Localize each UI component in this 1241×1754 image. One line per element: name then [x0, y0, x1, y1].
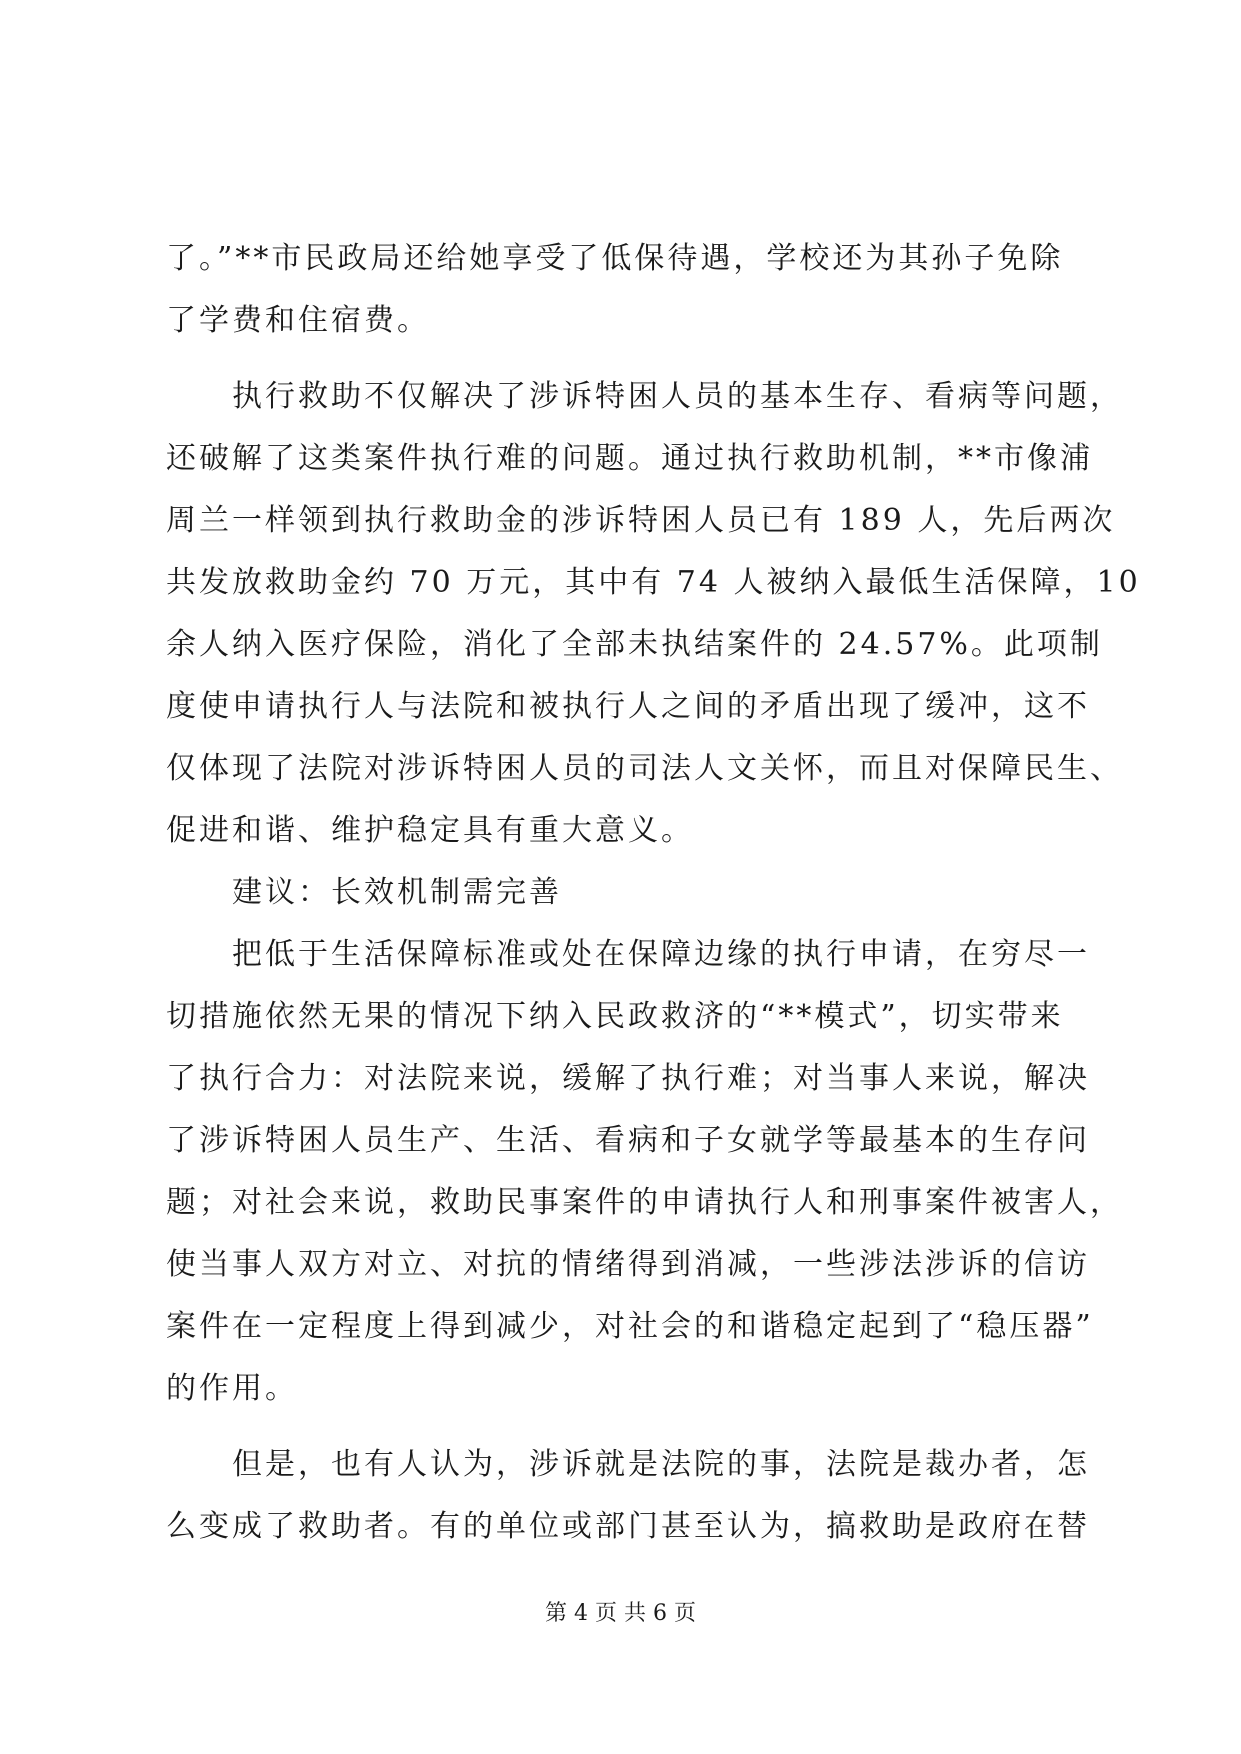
- text-line: 共发放救助金约 70 万元，其中有 74 人被纳入最低生活保障，10: [166, 565, 1141, 600]
- paragraph: [166, 924, 1123, 1420]
- text-line: 余人纳入医疗保险，消化了全部未执结案件的 24.57%。此项制: [166, 627, 1103, 662]
- text-line: 了学费和住宿费。: [166, 303, 430, 338]
- text-line: 促进和谐、维护稳定具有重大意义。: [166, 813, 694, 848]
- text-line: 切措施依然无果的情况下纳入民政救济的“**模式”，切实带来: [166, 999, 1064, 1034]
- text-line: 还破解了这类案件执行难的问题。通过执行救助机制，**市像浦: [166, 441, 1093, 476]
- document-body: [166, 228, 1141, 1558]
- section-heading: [166, 862, 1086, 924]
- text-line: 的作用。: [166, 1371, 298, 1406]
- paragraph: [166, 366, 1141, 862]
- text-line: 度使申请执行人与法院和被执行人之间的矛盾出现了缓冲，这不: [166, 689, 1090, 724]
- page-number-footer: 第 4 页 共 6 页: [545, 1601, 696, 1626]
- text-line: 执行救助不仅解决了涉诉特困人员的基本生存、看病等问题，: [232, 379, 1123, 414]
- text-line: 周兰一样领到执行救助金的涉诉特困人员已有 189 人，先后两次: [166, 503, 1116, 538]
- heading-line: 建议：长效机制需完善: [232, 875, 562, 910]
- text-line: 了。”**市民政局还给她享受了低保待遇，学校还为其孙子免除: [166, 241, 1064, 276]
- paragraph: [166, 1434, 1090, 1558]
- text-line: 仅体现了法院对涉诉特困人员的司法人文关怀，而且对保障民生、: [166, 751, 1123, 786]
- text-line: 但是，也有人认为，涉诉就是法院的事，法院是裁办者，怎: [232, 1447, 1090, 1482]
- text-line: 了涉诉特困人员生产、生活、看病和子女就学等最基本的生存问: [166, 1123, 1090, 1158]
- text-line: 把低于生活保障标准或处在保障边缘的执行申请，在穷尽一: [232, 937, 1090, 972]
- paragraph: [166, 228, 1086, 352]
- text-line: 案件在一定程度上得到减少，对社会的和谐稳定起到了“稳压器”: [166, 1309, 1094, 1344]
- text-line: 么变成了救助者。有的单位或部门甚至认为，搞救助是政府在替: [166, 1509, 1090, 1544]
- text-line: 使当事人双方对立、对抗的情绪得到消减，一些涉法涉诉的信访: [166, 1247, 1090, 1282]
- text-line: 题；对社会来说，救助民事案件的申请执行人和刑事案件被害人，: [166, 1185, 1123, 1220]
- text-line: 了执行合力：对法院来说，缓解了执行难；对当事人来说，解决: [166, 1061, 1090, 1096]
